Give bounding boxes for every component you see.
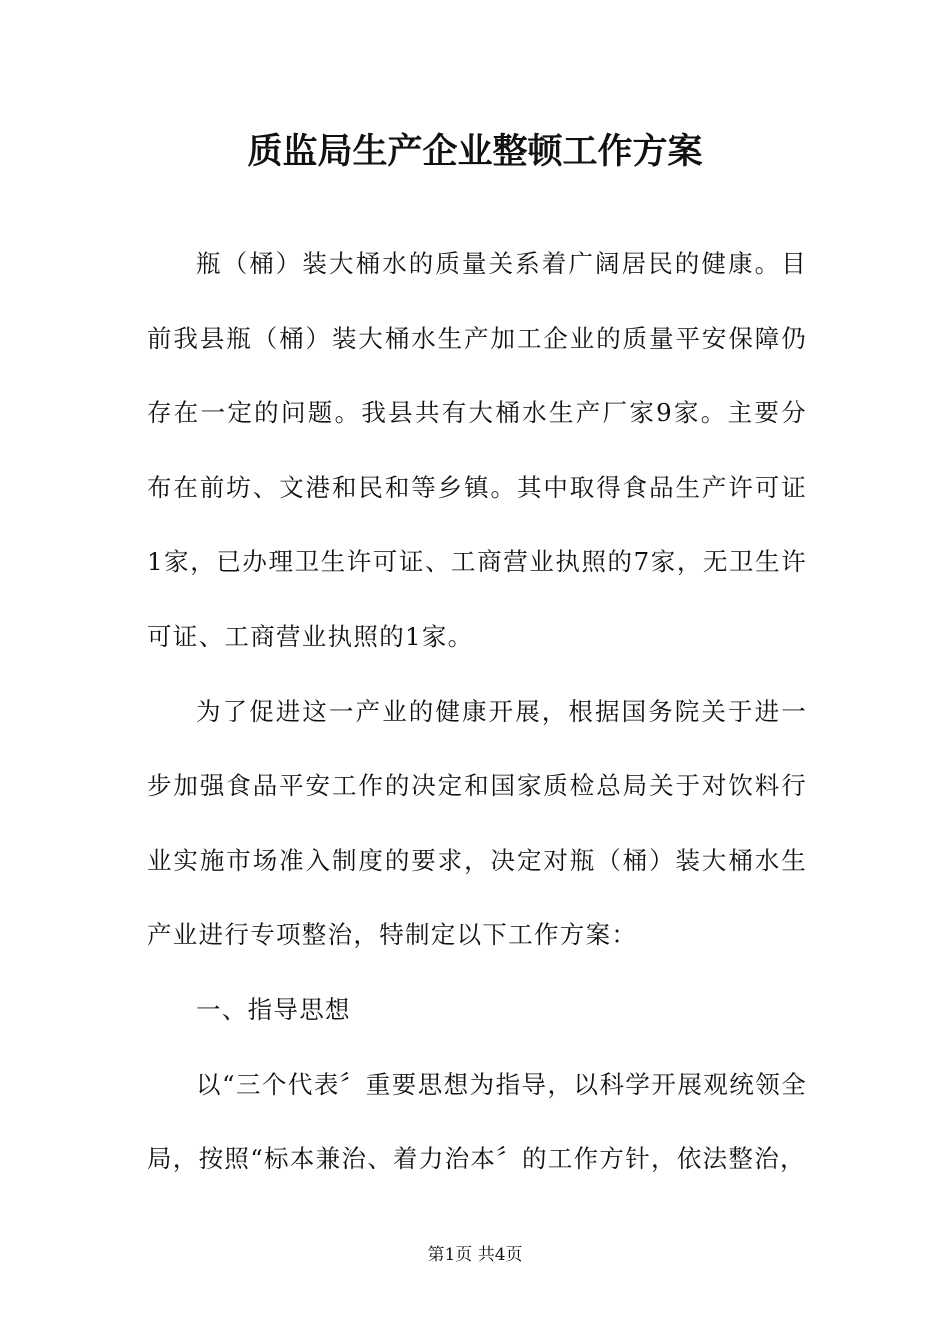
page-number-footer: 第1页 共4页	[427, 1245, 523, 1265]
paragraph-background: 瓶（桶）装大桶水的质量关系着广阔居民的健康。目前我县瓶（桶）装大桶水生产加工企业的质量平安保障仍存在一定的问题。我县共有大桶水生产厂家9家。主要分布在前坊、文港和民和等乡镇。其中取得食品生产许可证1家，已办理卫生许可证、工商营业执照的7家，无卫生许可证、工商营业执照的1家。	[147, 249, 807, 651]
section-heading-guiding-ideology: 一、指导思想	[196, 994, 351, 1024]
paragraph-purpose: 为了促进这一产业的健康开展，根据国务院关于进一步加强食品平安工作的决定和国家质检总局关于对饮料行业实施市场准入制度的要求，决定对瓶（桶）装大桶水生产业进行专项整治，特制定以下工作方案：	[147, 696, 807, 950]
paragraph-guiding-ideology: 以“三个代表〞重要思想为指导，以科学开展观统领全局，按照“标本兼治、着力治本〞的工作方针，依法整治，	[147, 1069, 807, 1174]
document-title: 质监局生产企业整顿工作方案	[247, 131, 703, 172]
document-body	[147, 227, 807, 1197]
